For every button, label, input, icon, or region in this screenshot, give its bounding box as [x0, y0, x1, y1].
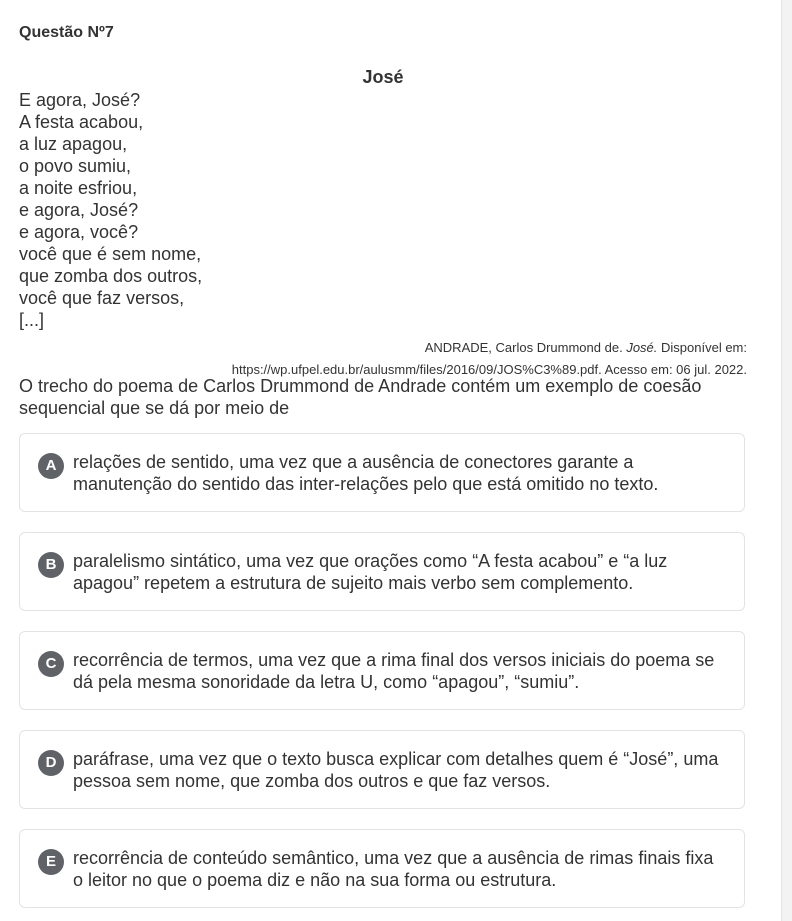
option-text: paralelismo sintático, uma vez que orações como “A festa acabou” e “a luz apagou” repetem a estrutura de sujeito mais verbo sem complemento.	[73, 551, 668, 593]
option-b[interactable]	[19, 532, 745, 611]
citation-line-1	[107, 337, 747, 359]
poem-line: a noite esfriou,	[19, 178, 138, 198]
option-d[interactable]	[19, 730, 745, 809]
poem-line: você que é sem nome,	[19, 244, 202, 264]
citation-author: ANDRADE, Carlos Drummond de.	[424, 340, 623, 355]
citation-work: José.	[626, 340, 658, 355]
option-a[interactable]	[19, 433, 745, 512]
option-letter-badge: E	[38, 849, 64, 875]
option-letter-badge: A	[38, 453, 64, 479]
poem-line: você que faz versos,	[19, 288, 185, 308]
question-number: Questão Nº7	[19, 24, 114, 41]
poem-line: [...]	[19, 310, 45, 330]
poem-title: José	[362, 67, 404, 87]
option-text: relações de sentido, uma vez que a ausência de conectores garante a manutenção do sentido das inter-relações pelo que está omitido no texto.	[73, 452, 659, 494]
citation-url: https://wp.ufpel.edu.br/aulusmm/files/2016/09/JOS%C3%89.pdf. Acesso em: 06 jul. 2022.	[231, 362, 747, 377]
question-prompt: O trecho do poema de Carlos Drummond de Andrade contém um exemplo de coesão sequencial que se dá por meio de	[19, 376, 702, 418]
poem-line: e agora, você?	[19, 222, 139, 242]
poem-text	[19, 89, 202, 331]
citation-available: Disponível em:	[661, 340, 747, 355]
option-letter-badge: C	[38, 651, 64, 677]
option-text: recorrência de termos, uma vez que a rima final dos versos iniciais do poema se dá pela mesma sonoridade da letra U, como “apagou”, “sumiu”.	[73, 650, 715, 692]
poem-line: e agora, José?	[19, 200, 139, 220]
poem-line: a luz apagou,	[19, 134, 128, 154]
scrollbar-track[interactable]	[781, 0, 792, 921]
poem-line: E agora, José?	[19, 90, 141, 110]
option-letter-badge: B	[38, 552, 64, 578]
option-e[interactable]	[19, 829, 745, 908]
option-c[interactable]	[19, 631, 745, 710]
option-text: paráfrase, uma vez que o texto busca explicar com detalhes quem é “José”, uma pessoa sem nome, que zomba dos outros e que faz versos.	[73, 749, 719, 791]
poem-line: A festa acabou,	[19, 112, 144, 132]
option-letter-badge: D	[38, 750, 64, 776]
option-text: recorrência de conteúdo semântico, uma vez que a ausência de rimas finais fixa o leitor no que o poema diz e não na sua forma ou estrutura.	[73, 848, 714, 890]
poem-line: o povo sumiu,	[19, 156, 132, 176]
poem-line: que zomba dos outros,	[19, 266, 203, 286]
